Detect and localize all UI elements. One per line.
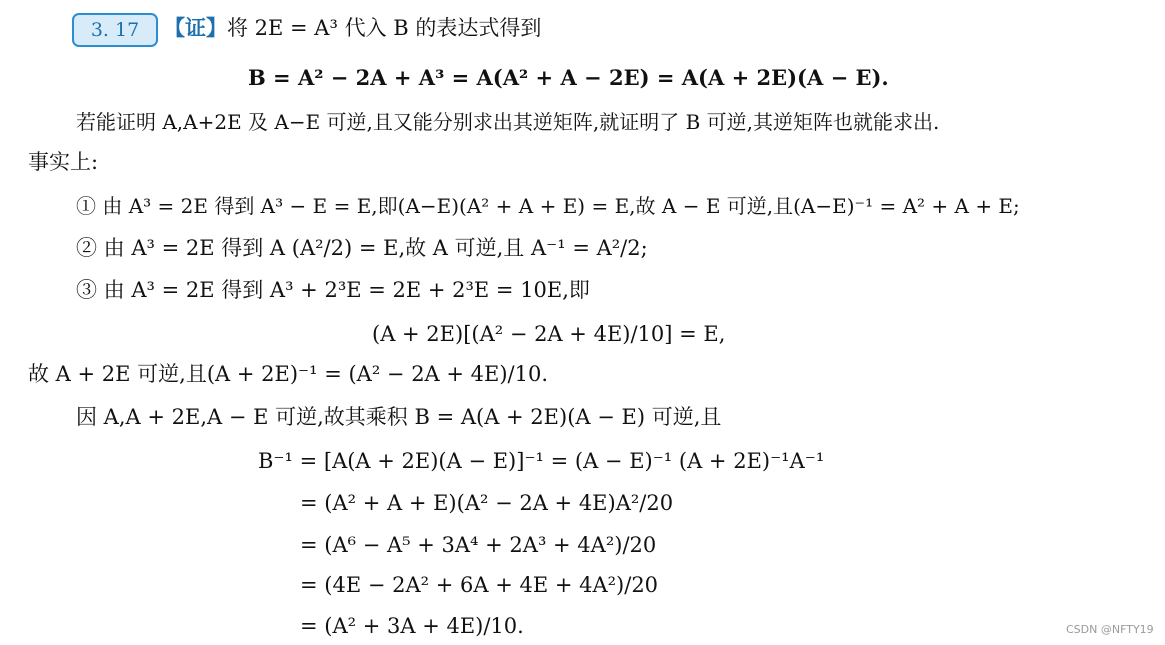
watermark: CSDN @NFTY19 <box>1066 623 1154 636</box>
inverse-step-2: = (A² + A + E)(A² − 2A + 4E)A²/20 <box>300 491 674 515</box>
item-3: ③ 由 A³ = 2E 得到 A³ + 2³E = 2E + 2³E = 10E,即 <box>76 278 590 302</box>
equation-b: B = A² − 2A + A³ = A(A² + A − 2E) = A(A + 2E)(A − E). <box>248 65 889 90</box>
intro-text: 将 2E = A³ 代入 B 的表达式得到 <box>227 16 542 40</box>
inverse-step-4: = (4E − 2A² + 6A + 4E + 4A²)/20 <box>300 573 659 597</box>
inverse-step-3: = (A⁶ − A⁵ + 3A⁴ + 2A³ + 4A²)/20 <box>300 533 657 557</box>
paragraph-4: 因 A,A + 2E,A − E 可逆,故其乘积 B = A(A + 2E)(A − E) 可逆,且 <box>76 405 722 429</box>
paragraph-2: 事实上: <box>28 150 99 174</box>
paragraph-1: 若能证明 A,A+2E 及 A−E 可逆,且又能分别求出其逆矩阵,就证明了 B 可逆,其逆矩阵也就能求出. <box>76 110 940 134</box>
paragraph-3: 故 A + 2E 可逆,且(A + 2E)⁻¹ = (A² − 2A + 4E)/10. <box>28 362 549 386</box>
inverse-step-5: = (A² + 3A + 4E)/10. <box>300 614 524 638</box>
item-2: ② 由 A³ = 2E 得到 A (A²/2) = E,故 A 可逆,且 A⁻¹ = A²/2; <box>76 236 648 260</box>
problem-number-badge: 3. 17 <box>72 13 158 47</box>
item-1: ① 由 A³ = 2E 得到 A³ − E = E,即(A−E)(A² + A + E) = E,故 A − E 可逆,且(A−E)⁻¹ = A² + A + E; <box>76 194 1020 218</box>
proof-tag: 【证】 <box>164 15 227 40</box>
intro-line <box>164 14 541 42</box>
equation-3: (A + 2E)[(A² − 2A + 4E)/10] = E, <box>372 322 726 346</box>
inverse-step-1: B⁻¹ = [A(A + 2E)(A − E)]⁻¹ = (A − E)⁻¹ (A + 2E)⁻¹A⁻¹ <box>258 449 825 473</box>
